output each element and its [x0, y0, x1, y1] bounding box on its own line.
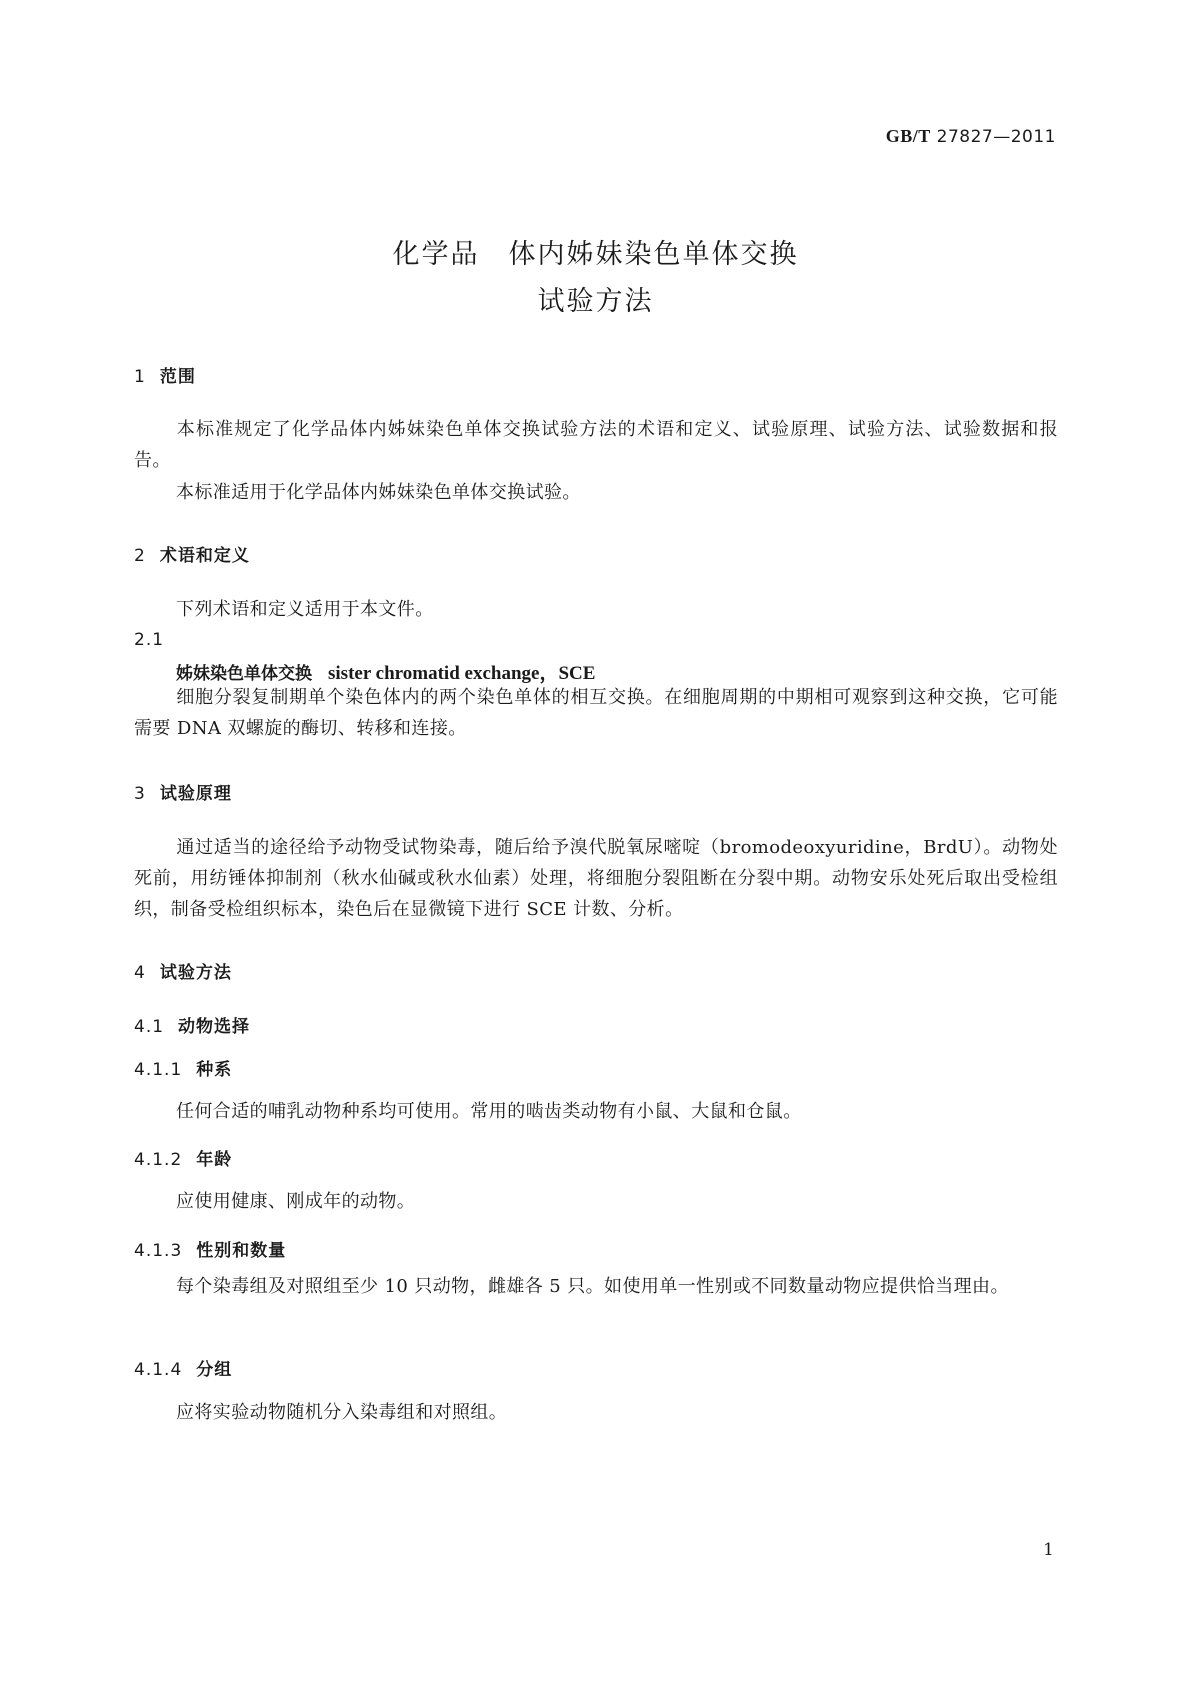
section-title: 动物选择	[178, 1017, 251, 1037]
document-title-line-1: 化学品 体内姊妹染色单体交换	[392, 239, 799, 270]
term-entry	[176, 658, 595, 685]
section-3-heading	[134, 779, 232, 804]
section-4-1-3-heading	[134, 1236, 286, 1261]
section-2-intro: 下列术语和定义适用于本文件。	[176, 599, 434, 620]
section-4-1-2-heading	[134, 1145, 232, 1170]
section-number: 4.1	[134, 1017, 165, 1037]
standard-code-number: 27827—2011	[936, 127, 1056, 147]
section-1-paragraph-2: 本标准适用于化学品体内姊妹染色单体交换试验。	[176, 482, 581, 503]
paragraph-text: 每个染毒组及对照组至少 10 只动物，雌雄各 5 只。如使用单一性别或不同数量动物应提供恰当理由。	[176, 1276, 1009, 1297]
section-4-1-3-paragraph	[134, 1271, 1058, 1302]
section-4-1-2-paragraph: 应使用健康、刚成年的动物。	[176, 1191, 416, 1212]
section-number: 4.1.3	[134, 1241, 183, 1261]
paragraph-text: 通过适当的途径给予动物受试物染毒，随后给予溴代脱氧尿嘧啶（bromodeoxyuridine，BrdU）。动物处死前，用纺锤体抑制剂（秋水仙碱或秋水仙素）处理，将细胞分裂阻断在分裂中期。动物安乐处死后取出受检组织，制备受检组织标本，染色后在显微镜下进行 SCE 计数、分析。	[134, 837, 1058, 920]
section-4-1-1-paragraph: 任何合适的哺乳动物种系均可使用。常用的啮齿类动物有小鼠、大鼠和仓鼠。	[176, 1101, 802, 1122]
section-number: 4.1.4	[134, 1360, 183, 1380]
term-definition	[134, 682, 1058, 744]
section-title: 种系	[196, 1060, 233, 1080]
standard-code	[886, 126, 1056, 147]
section-1-heading	[134, 362, 196, 387]
section-number: 2	[134, 546, 146, 566]
section-number: 4.1.2	[134, 1150, 183, 1170]
term-number	[134, 630, 164, 650]
section-number: 2.1	[134, 630, 165, 650]
section-number: 4	[134, 963, 146, 983]
section-title: 年龄	[196, 1150, 233, 1170]
section-4-1-heading	[134, 1012, 250, 1037]
section-4-1-4-paragraph: 应将实验动物随机分入染毒组和对照组。	[176, 1402, 508, 1423]
paragraph-text: 细胞分裂复制期单个染色体内的两个染色单体的相互交换。在细胞周期的中期相可观察到这种交换，它可能需要 DNA 双螺旋的酶切、转移和连接。	[134, 687, 1058, 739]
section-4-1-1-heading	[134, 1055, 232, 1080]
standard-code-prefix: GB/T	[885, 126, 931, 146]
section-4-1-4-heading	[134, 1355, 232, 1380]
term-chinese: 姊妹染色单体交换	[176, 664, 312, 684]
section-title: 性别和数量	[196, 1241, 287, 1261]
page-number: 1	[1043, 1540, 1054, 1560]
document-title-line-2: 试验方法	[537, 286, 654, 317]
section-number: 3	[134, 784, 146, 804]
section-title: 范围	[159, 367, 196, 387]
section-title: 分组	[196, 1360, 233, 1380]
section-1-paragraph-1	[134, 414, 1058, 476]
section-title: 术语和定义	[159, 546, 250, 566]
section-2-heading	[134, 541, 250, 566]
section-3-paragraph	[134, 832, 1058, 925]
section-title: 试验方法	[159, 963, 232, 983]
paragraph-text: 本标准规定了化学品体内姊妹染色单体交换试验方法的术语和定义、试验原理、试验方法、试验数据和报告。	[134, 419, 1058, 471]
section-title: 试验原理	[159, 784, 232, 804]
section-4-heading	[134, 958, 232, 983]
term-english: sister chromatid exchange，SCE	[328, 663, 596, 684]
section-number: 4.1.1	[134, 1060, 183, 1080]
section-number: 1	[134, 367, 146, 387]
